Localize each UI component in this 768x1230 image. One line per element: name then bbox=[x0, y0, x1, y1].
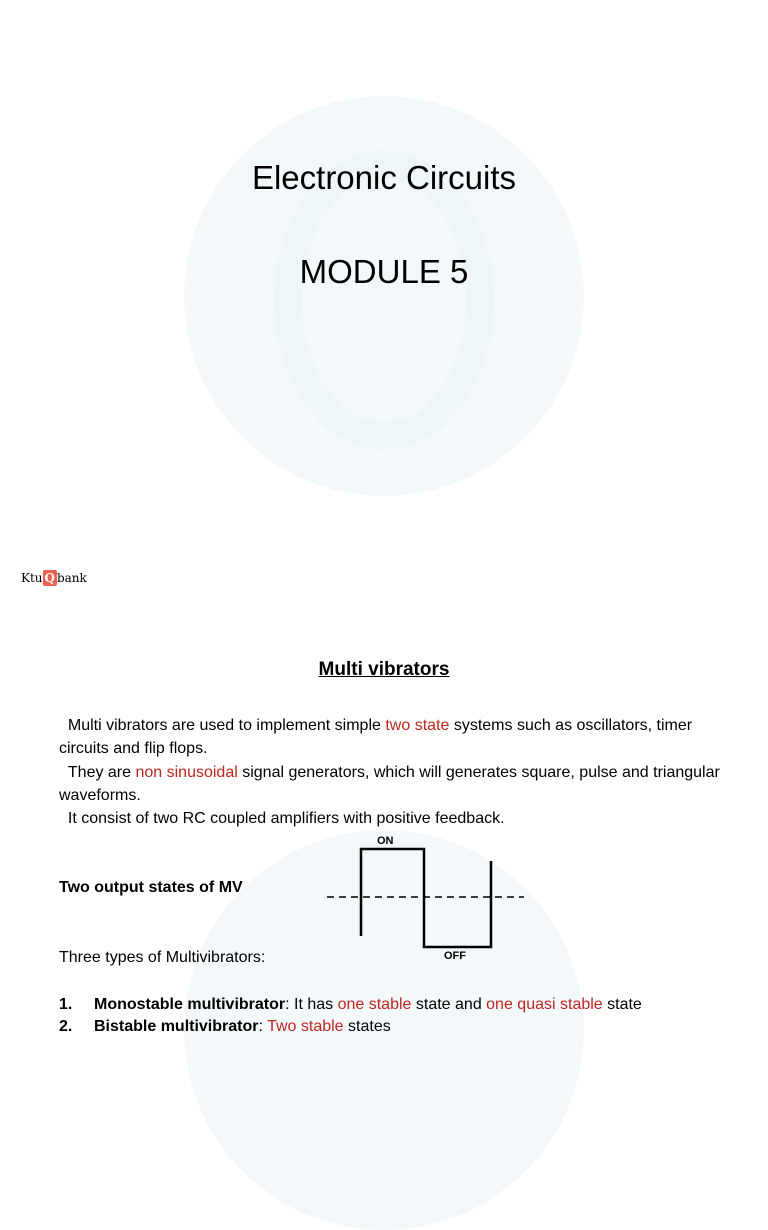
list-item-name: Bistable multivibrator bbox=[94, 1018, 259, 1035]
p1-text-pre: Multi vibrators are used to implement simple bbox=[67, 717, 386, 734]
paragraph-1 bbox=[59, 714, 739, 760]
list-item-text: states bbox=[343, 1018, 391, 1035]
document-title: Electronic Circuits bbox=[251, 159, 517, 196]
p1-highlight: two state bbox=[385, 717, 450, 734]
list-item-number: 1. bbox=[59, 996, 73, 1013]
p3-text: It consist of two RC coupled amplifiers with positive feedback. bbox=[67, 810, 505, 827]
list-item bbox=[59, 1016, 759, 1038]
list-item-highlight: Two stable bbox=[267, 1018, 344, 1035]
mv-states-label: Two output states of MV bbox=[59, 879, 243, 896]
wave-on-label: ON bbox=[377, 835, 394, 847]
section-heading: Multi vibrators bbox=[318, 659, 450, 680]
logo-text-pre: Ktu bbox=[21, 571, 43, 585]
wave-trace bbox=[361, 849, 491, 947]
list-item-text: : bbox=[258, 1018, 268, 1035]
list-item-number: 2. bbox=[59, 1018, 73, 1035]
list-item-highlight: one stable bbox=[337, 996, 412, 1013]
paragraph-3 bbox=[59, 807, 739, 830]
list-item bbox=[59, 994, 759, 1016]
module-title: MODULE 5 bbox=[299, 253, 469, 290]
ktuqbank-logo bbox=[21, 570, 87, 586]
logo-text-post: bank bbox=[56, 571, 87, 585]
p2-text-post: signal generators, which will generates square, pulse and triangular waveforms. bbox=[59, 764, 720, 804]
list-item-name: Monostable multivibrator bbox=[94, 996, 286, 1013]
list-item-text: : It has bbox=[285, 996, 338, 1013]
p2-highlight: non sinusoidal bbox=[135, 764, 238, 781]
list-item-text: state and bbox=[411, 996, 487, 1013]
square-wave-diagram bbox=[320, 830, 530, 965]
wave-off-label: OFF bbox=[444, 950, 466, 962]
list-item-text: state bbox=[602, 996, 642, 1013]
logo-q-mark: Q bbox=[44, 571, 55, 585]
list-item-highlight: one quasi stable bbox=[486, 996, 603, 1013]
p2-text-pre: They are bbox=[67, 764, 136, 781]
p1-text-post: systems such as oscillators, timer circuits and flip flops. bbox=[59, 717, 693, 757]
types-heading: Three types of Multivibrators: bbox=[59, 949, 266, 966]
paragraph-2 bbox=[59, 761, 739, 807]
